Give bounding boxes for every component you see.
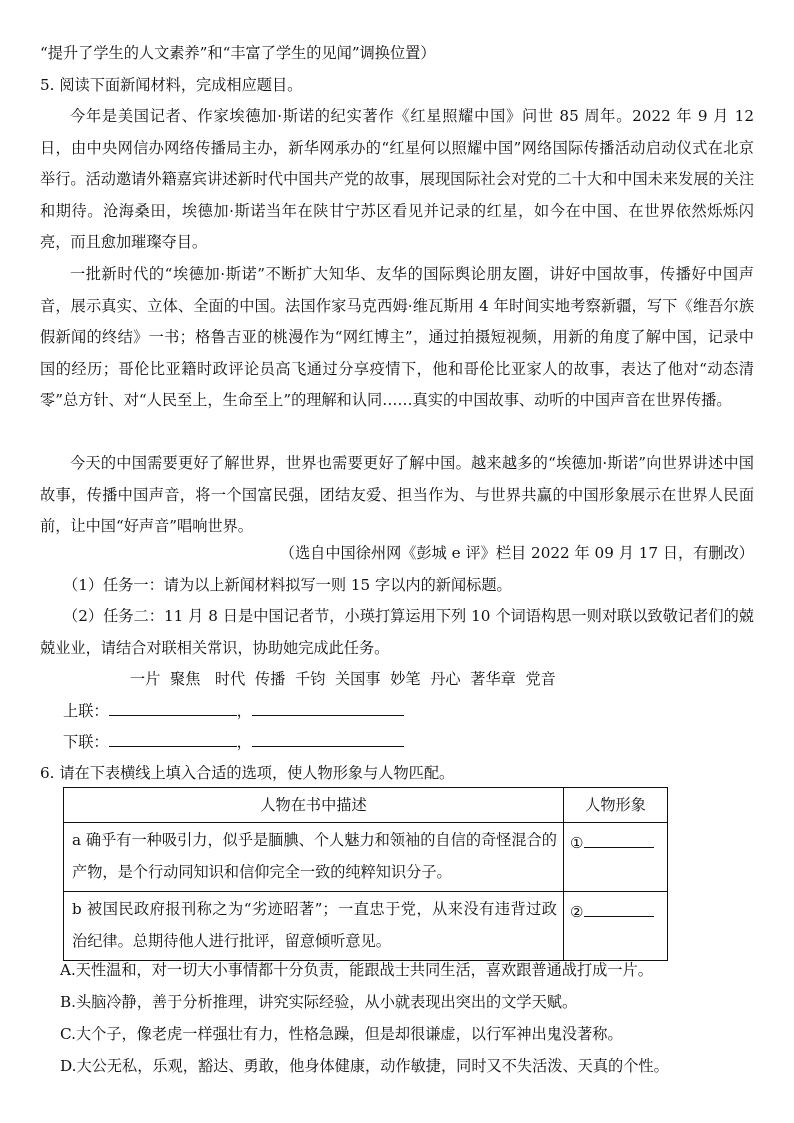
lower-couplet-row: 下联： ，	[63, 732, 404, 752]
table-header-row	[64, 788, 668, 823]
news-paragraph-2: 一批新时代的“埃德加·斯诺”不断扩大知华、友华的国际舆论朋友圈，讲好中国故事，传播好中国声音，展示真实、立体、全面的中国。法国作家马克西姆·维瓦斯用 4 年时间实地考察新疆，写下《维吾尔族假新闻的终结》一书；格鲁吉亚的桃漫作为“网红博主”，通过拍摄短视频，用新的角度了解中国，记录中国的经历；哥伦比亚籍时政评论员高飞通过分享疫情下，他和哥伦比亚家人的故事，表达了他对“动态清零”总方针、对“人民至上，生命至上”的理解和认同……真实的中国故事、动听的中国声音在世界传播。	[40, 265, 754, 410]
question-6-title: 6. 请在下表横线上填入合适的选项，使人物形象与人物匹配。	[40, 764, 455, 782]
row-a-description: a 确乎有一种吸引力，似乎是腼腆、个人魅力和领袖的自信的奇怪混合的产物，是个行动同知识和信仰完全一致的纯粹知识分子。	[64, 823, 564, 892]
option-a: A.天性温和，对一切大小事情都十分负责，能跟战士共同生活，喜欢跟普通战打成一片。	[60, 961, 653, 979]
upper-couplet-blank-2[interactable]	[252, 701, 404, 716]
option-c: C.大个子，像老虎一样强壮有力，性格急躁，但是却很谦虚，以行军神出鬼没著称。	[60, 1025, 623, 1043]
row-b-description: b 被国民政府报刊称之为“劣迹昭著”；一直忠于党，从来没有违背过政治纪律。总期待他人进行批评，留意倾听意见。	[64, 892, 564, 961]
table-row	[64, 892, 668, 961]
option-d: D.大公无私，乐观，豁达、勇敢，他身体健康，动作敏捷，同时又不失活泼、天真的个性。	[60, 1057, 669, 1075]
character-matching-table	[63, 787, 668, 961]
upper-couplet-label: 上联：	[63, 702, 109, 720]
upper-couplet-row: 上联： ，	[63, 701, 404, 721]
answer-blank-1[interactable]	[584, 833, 654, 848]
header-character-image: 人物形象	[564, 788, 668, 823]
news-paragraph-3: 今天的中国需要更好了解世界，世界也需要更好了解中国。越来越多的“埃德加·斯诺”向世界讲述中国故事，传播中国声音，将一个国富民强，团结友爱、担当作为、与世界共赢的中国形象展示在世界人民面前，让中国“好声音”唱响世界。	[40, 454, 754, 536]
task-1: （1）任务一：请为以上新闻材料拟写一则 15 字以内的新闻标题。	[63, 576, 512, 594]
task-2: （2）任务二：11 月 8 日是中国记者节，小瑛打算运用下列 10 个词语构思一则对联以致敬记者们的兢兢业业，请结合对联相关常识，协助她完成此任务。	[40, 607, 754, 657]
news-source: （选自中国徐州网《彭城 e 评》栏目 2022 年 09 月 17 日，有删改）	[279, 544, 754, 562]
header-description: 人物在书中描述	[64, 788, 564, 823]
lower-couplet-label: 下联：	[63, 733, 109, 751]
table-row	[64, 823, 668, 892]
row-a-answer-cell	[564, 823, 668, 892]
word-list: 一片 聚焦 时代 传播 千钧 关国事 妙笔 丹心 著华章 党音	[130, 670, 556, 688]
answer-blank-2[interactable]	[584, 902, 654, 917]
lower-couplet-blank-1[interactable]	[109, 732, 237, 747]
option-b: B.头脑冷静，善于分析推理，讲究实际经验，从小就表现出突出的文学天赋。	[60, 993, 578, 1011]
upper-couplet-blank-1[interactable]	[109, 701, 237, 716]
answer-mark-1: ①	[570, 834, 584, 852]
row-b-answer-cell	[564, 892, 668, 961]
answer-mark-2: ②	[570, 903, 584, 921]
news-paragraph-1: 今年是美国记者、作家埃德加·斯诺的纪实著作《红星照耀中国》问世 85 周年。2022 年 9 月 12 日，由中央网信办网络传播局主办，新华网承办的“红星何以照耀中国”网络国际传播活动启动仪式在北京举行。活动邀请外籍嘉宾讲述新时代中国共产党的故事，展现国际社会对党的二十大和中国未来发展的关注和期待。沧海桑田，埃德加·斯诺当年在陕甘宁苏区看见并记录的红星，如今在中国、在世界依然烁烁闪亮，而且愈加璀璨夺目。	[40, 107, 754, 252]
continuation-line: “提升了学生的人文素养”和“丰富了学生的见闻”调换位置）	[40, 44, 436, 62]
lower-couplet-blank-2[interactable]	[252, 732, 404, 747]
question-5-title: 5. 阅读下面新闻材料，完成相应题目。	[40, 76, 303, 94]
